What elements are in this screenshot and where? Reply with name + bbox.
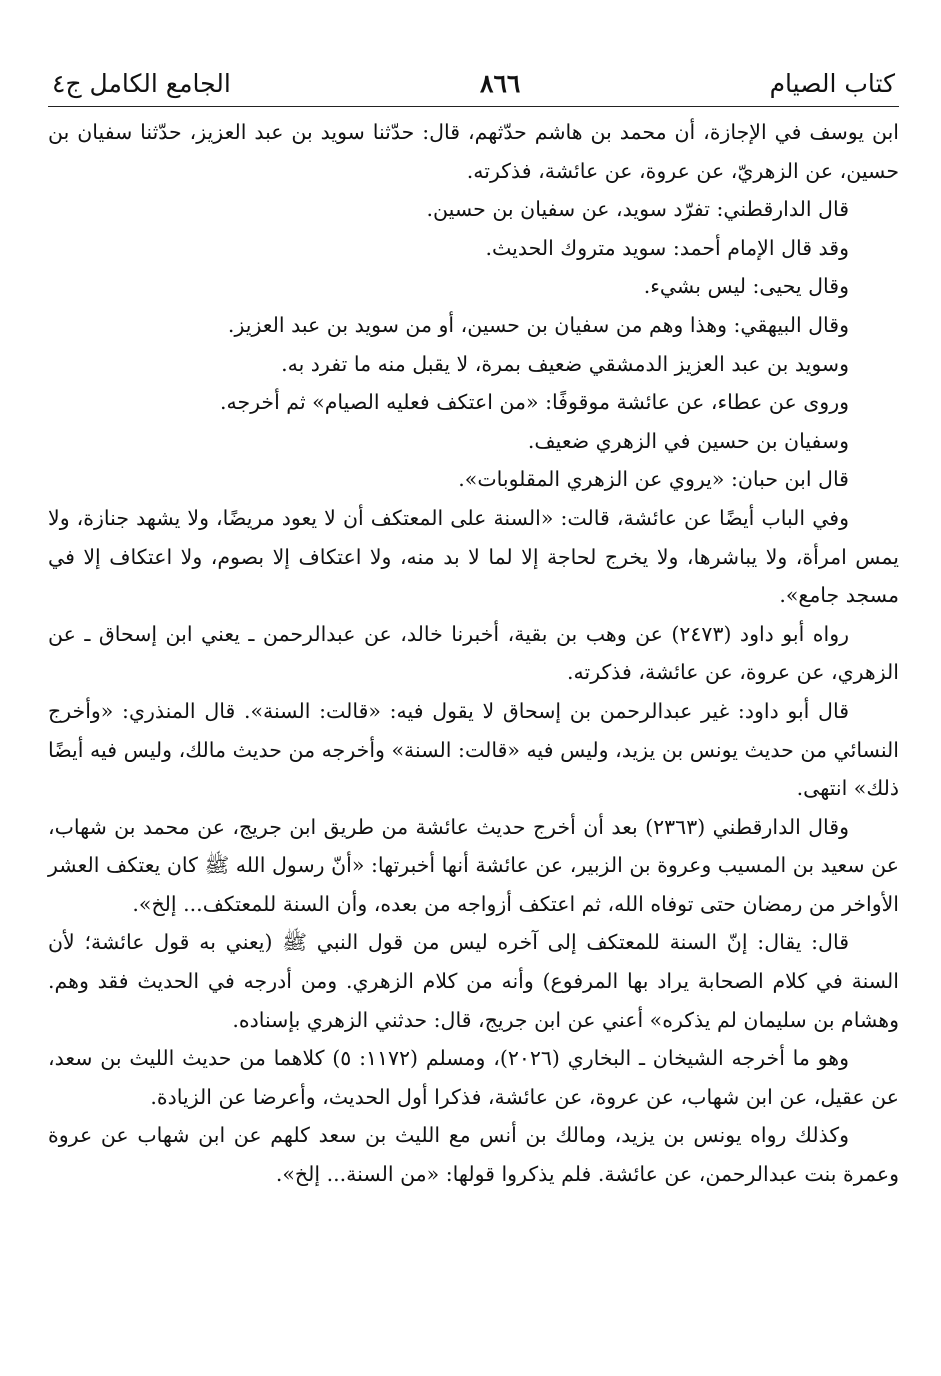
paragraph: قال: يقال: إنّ السنة للمعتكف إلى آخره ليس من قول النبي ﷺ (يعني به قول عائشة؛ لأن السنة في كلام الصحابة يراد بها المرفوع) وأنه من كلام الزهري. ومن أدرجه في الحديث فقد وهم. وهشام بن سليمان لم يذكره» أعني عن ابن جريج، قال: حدثني الزهري بإسناده. — [48, 930, 899, 1032]
page-header — [48, 58, 899, 107]
paragraph: وسويد بن عبد العزيز الدمشقي ضعيف بمرة، لا يقبل منه ما تفرد به. — [281, 351, 849, 376]
paragraph: رواه أبو داود (٢٤٧٣) عن وهب بن بقية، أخبرنا خالد، عن عبدالرحمن ـ يعني ابن إسحاق ـ عن الزهري، عن عروة، عن عائشة، فذكرته. — [48, 621, 899, 685]
paragraph: وقال البيهقي: وهذا وهم من سفيان بن حسين، أو من سويد بن عبد العزيز. — [227, 312, 849, 337]
paragraph: وقال يحيى: ليس بشيء. — [643, 274, 849, 299]
paragraph: وهو ما أخرجه الشيخان ـ البخاري (٢٠٢٦)، ومسلم (١١٧٢: ٥) كلاهما من حديث الليث بن سعد، عن عقيل، عن ابن شهاب، عن عروة، عن عائشة، فذكرا أول الحديث، وأعرضا عن الزيادة. — [48, 1046, 899, 1109]
page-number: ٨٦٦ — [480, 69, 521, 98]
chapter-title: كتاب الصيام — [769, 69, 895, 98]
paragraph: قال ابن حبان: «يروي عن الزهري المقلوبات». — [458, 467, 849, 492]
paragraph: وقد قال الإمام أحمد: سويد متروك الحديث. — [485, 235, 849, 260]
paragraph: قال الدارقطني: تفرّد سويد، عن سفيان بن حسين. — [426, 197, 849, 222]
paragraph: وروى عن عطاء، عن عائشة موقوفًا: «من اعتكف فعليه الصيام» ثم أخرجه. — [219, 390, 849, 415]
book-title: الجامع الكامل ج٤ — [52, 69, 231, 98]
paragraph: وفي الباب أيضًا عن عائشة، قالت: «السنة على المعتكف أن لا يعود مريضًا، ولا يشهد جنازة، ولا يمس امرأة، ولا يباشرها، ولا يخرج لحاجة إلا لما لا بد منه، ولا اعتكاف إلا بصوم، ولا اعتكاف إلا في مسجد جامع». — [48, 505, 899, 608]
paragraph: قال أبو داود: غير عبدالرحمن بن إسحاق لا يقول فيه: «قالت: السنة». قال المنذري: «وأخرج النسائي من حديث يونس بن يزيد، وليس فيه «قالت: السنة» وأخرجه من حديث مالك، وليس فيه أيضًا ذلك» انتهى. — [48, 698, 899, 801]
paragraph: وكذلك رواه يونس بن يزيد، ومالك بن أنس مع الليث بن سعد كلهم عن ابن شهاب عن عروة وعمرة بنت عبدالرحمن، عن عائشة. فلم يذكروا قولها: «من السنة... إلخ». — [48, 1123, 899, 1187]
page-body — [48, 113, 899, 1194]
paragraph: وقال الدارقطني (٢٣٦٣) بعد أن أخرج حديث عائشة من طريق ابن جريج، عن محمد بن شهاب، عن سعيد بن المسيب وعروة بن الزبير، عن عائشة أنها أخبرتها: «أنّ رسول الله ﷺ كان يعتكف العشر الأواخر من رمضان حتى توفاه الله، ثم اعتكف أزواجه من بعده، وأن السنة للمعتكف... إلخ». — [48, 814, 899, 916]
paragraph: ابن يوسف في الإجازة، أن محمد بن هاشم حدّثهم، قال: حدّثنا سويد بن عبد العزيز، حدّثنا سفيان بن حسين، عن الزهريّ، عن عروة، عن عائشة، فذكرته. — [48, 120, 899, 183]
paragraph: وسفيان بن حسين في الزهري ضعيف. — [527, 428, 849, 453]
